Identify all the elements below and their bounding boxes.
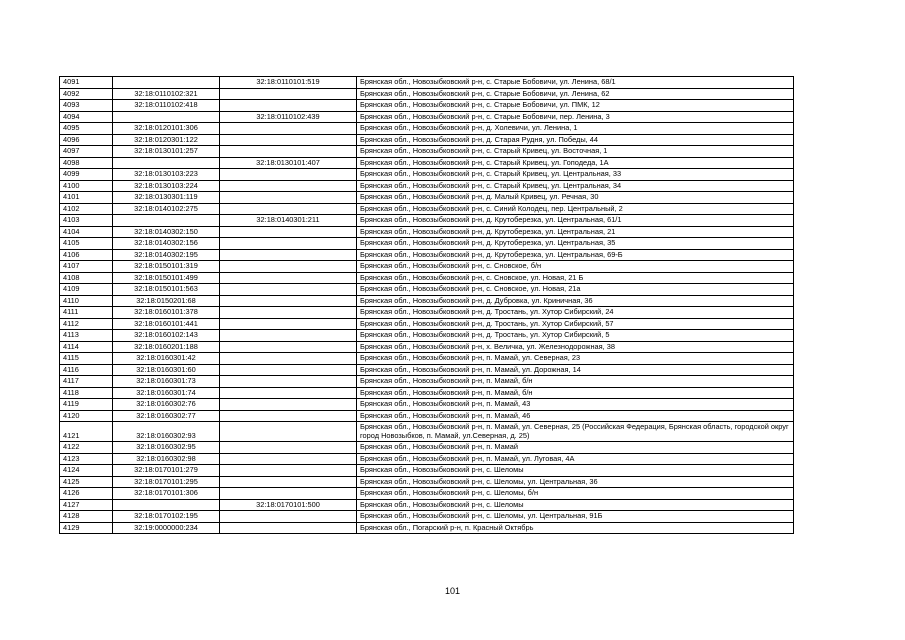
address-cell: Брянская обл., Новозыбковский р-н, п. Мамай, ул. Северная, 23: [357, 353, 794, 365]
cadastral-number-cell: 32:18:0110102:418: [113, 100, 220, 112]
cadastral-number-alt-cell: [220, 146, 357, 158]
address-cell: Брянская обл., Новозыбковский р-н, п. Мамай, ул. Северная, 25 (Российская Федерация, Брянская область, городской округ город Новозыбков, п. Мамай, ул.Северная, д. 25): [357, 422, 794, 442]
cadastral-number-cell: 32:18:0160302:95: [113, 442, 220, 454]
address-cell: Брянская обл., Новозыбковский р-н, с. Старые Бобовичи, ул. ПМК, 12: [357, 100, 794, 112]
cadastral-number-cell: [113, 111, 220, 123]
cadastral-number-alt-cell: [220, 123, 357, 135]
cadastral-number-alt-cell: [220, 238, 357, 250]
cadastral-number-cell: 32:18:0160101:441: [113, 318, 220, 330]
cadastral-number-cell: 32:18:0170101:306: [113, 488, 220, 500]
cadastral-number-cell: 32:19:0000000:234: [113, 522, 220, 534]
address-cell: Брянская обл., Новозыбковский р-н, с. Сновское, ул. Новая, 21а: [357, 284, 794, 296]
cadastral-number-cell: 32:18:0120101:306: [113, 123, 220, 135]
address-cell: Брянская обл., Новозыбковский р-н, х. Величка, ул. Железнодорожная, 38: [357, 341, 794, 353]
row-number-cell: 4119: [60, 399, 113, 411]
address-cell: Брянская обл., Новозыбковский р-н, п. Мамай, ул. Дорожная, 14: [357, 364, 794, 376]
cadastral-number-cell: 32:18:0160201:188: [113, 341, 220, 353]
cadastral-number-alt-cell: [220, 249, 357, 261]
cadastral-number-alt-cell: [220, 511, 357, 523]
cadastral-number-alt-cell: [220, 488, 357, 500]
page-number: 101: [444, 586, 461, 596]
row-number-cell: 4111: [60, 307, 113, 319]
address-cell: Брянская обл., Новозыбковский р-н, д. Крутоберезка, ул. Центральная, 21: [357, 226, 794, 238]
row-number-cell: 4120: [60, 410, 113, 422]
cadastral-number-alt-cell: [220, 180, 357, 192]
cadastral-number-cell: 32:18:0160301:60: [113, 364, 220, 376]
table-row: [60, 123, 794, 135]
cadastral-number-cell: 32:18:0130101:257: [113, 146, 220, 158]
cadastral-number-alt-cell: [220, 422, 357, 442]
address-cell: Брянская обл., Погарский р-н, п. Красный Октябрь: [357, 522, 794, 534]
cadastral-number-cell: 32:18:0150201:68: [113, 295, 220, 307]
address-cell: Брянская обл., Новозыбковский р-н, с. Старые Бобовичи, ул. Ленина, 62: [357, 88, 794, 100]
row-number-cell: 4095: [60, 123, 113, 135]
cadastral-number-cell: 32:18:0160301:73: [113, 376, 220, 388]
table-row: [60, 215, 794, 227]
row-number-cell: 4109: [60, 284, 113, 296]
cadastral-number-alt-cell: [220, 169, 357, 181]
row-number-cell: 4092: [60, 88, 113, 100]
row-number-cell: 4122: [60, 442, 113, 454]
cadastral-number-cell: 32:18:0170101:279: [113, 465, 220, 477]
cadastral-number-alt-cell: [220, 387, 357, 399]
address-cell: Брянская обл., Новозыбковский р-н, с. Старые Бобовичи, ул. Ленина, 68/1: [357, 77, 794, 89]
cadastral-number-cell: 32:18:0160101:378: [113, 307, 220, 319]
property-table: [59, 76, 794, 534]
row-number-cell: 4121: [60, 422, 113, 442]
table-row: [60, 272, 794, 284]
table-row: [60, 146, 794, 158]
cadastral-number-alt-cell: [220, 410, 357, 422]
row-number-cell: 4129: [60, 522, 113, 534]
address-cell: Брянская обл., Новозыбковский р-н, п. Мамай, б/н: [357, 376, 794, 388]
cadastral-number-cell: 32:18:0170101:295: [113, 476, 220, 488]
address-cell: Брянская обл., Новозыбковский р-н, с. Старый Кривец, ул. Восточная, 1: [357, 146, 794, 158]
table-row: [60, 284, 794, 296]
cadastral-number-cell: 32:18:0160102:143: [113, 330, 220, 342]
table-row: [60, 157, 794, 169]
cadastral-number-alt-cell: [220, 465, 357, 477]
cadastral-number-cell: 32:18:0130103:223: [113, 169, 220, 181]
table-row: [60, 330, 794, 342]
row-number-cell: 4113: [60, 330, 113, 342]
cadastral-number-alt-cell: [220, 442, 357, 454]
cadastral-number-alt-cell: [220, 364, 357, 376]
address-cell: Брянская обл., Новозыбковский р-н, д. Холевичи, ул. Ленина, 1: [357, 123, 794, 135]
table-row: [60, 226, 794, 238]
address-cell: Брянская обл., Новозыбковский р-н, п. Мамай, 46: [357, 410, 794, 422]
table-row: [60, 499, 794, 511]
table-row: [60, 341, 794, 353]
table-row: [60, 511, 794, 523]
cadastral-number-alt-cell: 32:18:0110102:439: [220, 111, 357, 123]
cadastral-number-alt-cell: [220, 399, 357, 411]
cadastral-number-alt-cell: [220, 134, 357, 146]
cadastral-number-alt-cell: [220, 476, 357, 488]
cadastral-number-cell: 32:18:0160301:42: [113, 353, 220, 365]
cadastral-number-cell: 32:18:0120301:122: [113, 134, 220, 146]
cadastral-number-alt-cell: [220, 226, 357, 238]
cadastral-number-alt-cell: [220, 522, 357, 534]
table-row: [60, 442, 794, 454]
cadastral-number-cell: 32:18:0130103:224: [113, 180, 220, 192]
address-cell: Брянская обл., Новозыбковский р-н, с. Шеломы: [357, 465, 794, 477]
address-cell: Брянская обл., Новозыбковский р-н, с. Старый Кривец, ул. Центральная, 33: [357, 169, 794, 181]
row-number-cell: 4100: [60, 180, 113, 192]
table-row: [60, 180, 794, 192]
table-row: [60, 88, 794, 100]
cadastral-number-alt-cell: [220, 203, 357, 215]
address-cell: Брянская обл., Новозыбковский р-н, д. Малый Кривец, ул. Речная, 30: [357, 192, 794, 204]
cadastral-number-cell: 32:18:0150101:563: [113, 284, 220, 296]
cadastral-number-cell: 32:18:0170102:195: [113, 511, 220, 523]
row-number-cell: 4096: [60, 134, 113, 146]
cadastral-number-cell: [113, 157, 220, 169]
table-row: [60, 203, 794, 215]
cadastral-number-cell: 32:18:0160302:76: [113, 399, 220, 411]
cadastral-number-alt-cell: [220, 261, 357, 273]
cadastral-number-alt-cell: 32:18:0130101:407: [220, 157, 357, 169]
address-cell: Брянская обл., Новозыбковский р-н, д. Дубровка, ул. Криничная, 36: [357, 295, 794, 307]
cadastral-number-alt-cell: [220, 192, 357, 204]
table-row: [60, 453, 794, 465]
cadastral-number-alt-cell: [220, 318, 357, 330]
table-row: [60, 410, 794, 422]
row-number-cell: 4112: [60, 318, 113, 330]
address-cell: Брянская обл., Новозыбковский р-н, с. Шеломы: [357, 499, 794, 511]
cadastral-number-alt-cell: [220, 295, 357, 307]
table-row: [60, 77, 794, 89]
address-cell: Брянская обл., Новозыбковский р-н, д. Старая Рудня, ул. Победы, 44: [357, 134, 794, 146]
address-cell: Брянская обл., Новозыбковский р-н, п. Мамай: [357, 442, 794, 454]
cadastral-number-alt-cell: [220, 272, 357, 284]
row-number-cell: 4116: [60, 364, 113, 376]
table-row: [60, 261, 794, 273]
address-cell: Брянская обл., Новозыбковский р-н, п. Мамай, б/н: [357, 387, 794, 399]
table-row: [60, 465, 794, 477]
row-number-cell: 4102: [60, 203, 113, 215]
address-cell: Брянская обл., Новозыбковский р-н, с. Сновское, б/н: [357, 261, 794, 273]
address-cell: Брянская обл., Новозыбковский р-н, д. Тростань, ул. Хутор Сибирский, 5: [357, 330, 794, 342]
row-number-cell: 4098: [60, 157, 113, 169]
row-number-cell: 4105: [60, 238, 113, 250]
table-row: [60, 387, 794, 399]
cadastral-number-alt-cell: [220, 100, 357, 112]
address-cell: Брянская обл., Новозыбковский р-н, д. Тростань, ул. Хутор Сибирский, 57: [357, 318, 794, 330]
row-number-cell: 4099: [60, 169, 113, 181]
cadastral-number-cell: 32:18:0140102:275: [113, 203, 220, 215]
cadastral-number-cell: 32:18:0160302:93: [113, 422, 220, 442]
table-row: [60, 364, 794, 376]
row-number-cell: 4106: [60, 249, 113, 261]
address-cell: Брянская обл., Новозыбковский р-н, д. Крутоберезка, ул. Центральная, 69-Б: [357, 249, 794, 261]
address-cell: Брянская обл., Новозыбковский р-н, с. Шеломы, ул. Центральная, 91Б: [357, 511, 794, 523]
row-number-cell: 4114: [60, 341, 113, 353]
table-row: [60, 169, 794, 181]
address-cell: Брянская обл., Новозыбковский р-н, д. Тростань, ул. Хутор Сибирский, 24: [357, 307, 794, 319]
table-row: [60, 522, 794, 534]
table-row: [60, 238, 794, 250]
table-row: [60, 422, 794, 442]
row-number-cell: 4094: [60, 111, 113, 123]
cadastral-number-alt-cell: 32:18:0140301:211: [220, 215, 357, 227]
cadastral-number-cell: [113, 215, 220, 227]
row-number-cell: 4104: [60, 226, 113, 238]
row-number-cell: 4128: [60, 511, 113, 523]
row-number-cell: 4127: [60, 499, 113, 511]
table-row: [60, 100, 794, 112]
table-row: [60, 134, 794, 146]
table-row: [60, 476, 794, 488]
row-number-cell: 4110: [60, 295, 113, 307]
row-number-cell: 4107: [60, 261, 113, 273]
row-number-cell: 4124: [60, 465, 113, 477]
table-row: [60, 307, 794, 319]
table-row: [60, 249, 794, 261]
cadastral-number-cell: 32:18:0160302:77: [113, 410, 220, 422]
cadastral-number-alt-cell: 32:18:0110101:519: [220, 77, 357, 89]
cadastral-number-cell: 32:18:0140302:195: [113, 249, 220, 261]
row-number-cell: 4108: [60, 272, 113, 284]
address-cell: Брянская обл., Новозыбковский р-н, с. Синий Колодец, пер. Центральный, 2: [357, 203, 794, 215]
row-number-cell: 4125: [60, 476, 113, 488]
address-cell: Брянская обл., Новозыбковский р-н, с. Шеломы, ул. Центральная, 36: [357, 476, 794, 488]
address-cell: Брянская обл., Новозыбковский р-н, с. Старый Кривец, ул. Гоподеда, 1А: [357, 157, 794, 169]
address-cell: Брянская обл., Новозыбковский р-н, п. Мамай, ул. Луговая, 4А: [357, 453, 794, 465]
address-cell: Брянская обл., Новозыбковский р-н, с. Сновское, ул. Новая, 21 Б: [357, 272, 794, 284]
table-row: [60, 192, 794, 204]
cadastral-number-cell: 32:18:0160302:98: [113, 453, 220, 465]
row-number-cell: 4103: [60, 215, 113, 227]
cadastral-number-alt-cell: [220, 341, 357, 353]
row-number-cell: 4093: [60, 100, 113, 112]
table-row: [60, 353, 794, 365]
address-cell: Брянская обл., Новозыбковский р-н, с. Старые Бобовичи, пер. Ленина, 3: [357, 111, 794, 123]
row-number-cell: 4101: [60, 192, 113, 204]
cadastral-number-alt-cell: [220, 376, 357, 388]
cadastral-number-cell: 32:18:0140302:150: [113, 226, 220, 238]
cadastral-number-cell: 32:18:0110102:321: [113, 88, 220, 100]
cadastral-number-cell: 32:18:0130301:119: [113, 192, 220, 204]
cadastral-number-cell: 32:18:0160301:74: [113, 387, 220, 399]
cadastral-number-cell: 32:18:0140302:156: [113, 238, 220, 250]
property-table-body: [60, 77, 794, 534]
table-row: [60, 111, 794, 123]
cadastral-number-cell: [113, 77, 220, 89]
address-cell: Брянская обл., Новозыбковский р-н, д. Крутоберезка, ул. Центральная, 61/1: [357, 215, 794, 227]
cadastral-number-cell: [113, 499, 220, 511]
cadastral-number-alt-cell: [220, 88, 357, 100]
address-cell: Брянская обл., Новозыбковский р-н, д. Крутоберезка, ул. Центральная, 35: [357, 238, 794, 250]
cadastral-number-alt-cell: [220, 453, 357, 465]
cadastral-number-alt-cell: [220, 330, 357, 342]
table-row: [60, 318, 794, 330]
cadastral-number-cell: 32:18:0150101:319: [113, 261, 220, 273]
address-cell: Брянская обл., Новозыбковский р-н, п. Мамай, 43: [357, 399, 794, 411]
property-table-container: [59, 76, 794, 534]
table-row: [60, 295, 794, 307]
address-cell: Брянская обл., Новозыбковский р-н, с. Шеломы, б/н: [357, 488, 794, 500]
cadastral-number-alt-cell: [220, 284, 357, 296]
table-row: [60, 399, 794, 411]
row-number-cell: 4118: [60, 387, 113, 399]
cadastral-number-cell: 32:18:0150101:499: [113, 272, 220, 284]
row-number-cell: 4097: [60, 146, 113, 158]
cadastral-number-alt-cell: 32:18:0170101:500: [220, 499, 357, 511]
row-number-cell: 4117: [60, 376, 113, 388]
cadastral-number-alt-cell: [220, 307, 357, 319]
row-number-cell: 4123: [60, 453, 113, 465]
table-row: [60, 376, 794, 388]
row-number-cell: 4091: [60, 77, 113, 89]
address-cell: Брянская обл., Новозыбковский р-н, с. Старый Кривец, ул. Центральная, 34: [357, 180, 794, 192]
table-row: [60, 488, 794, 500]
row-number-cell: 4126: [60, 488, 113, 500]
cadastral-number-alt-cell: [220, 353, 357, 365]
row-number-cell: 4115: [60, 353, 113, 365]
